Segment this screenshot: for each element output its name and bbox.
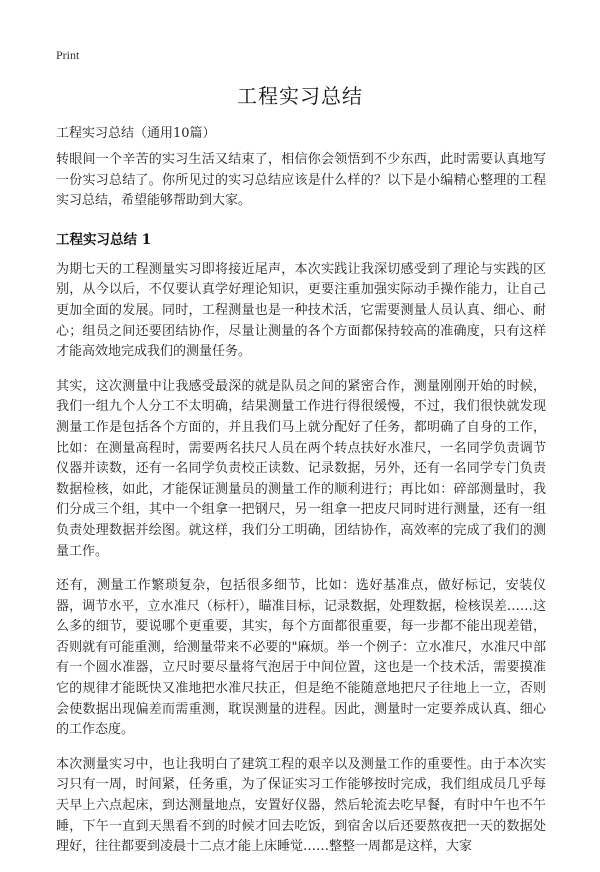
body-paragraph: 还有，测量工作繁琐复杂，包括很多细节，比如：选好基准点，做好标记，安装仪器，调节水平，立水准尺（标杆），瞄准目标，记录数据，处理数据，检核误差……这么多的细节，要说哪个更重要，其实，每个方面都很重要，每一步都不能出现差错，否则就有可能重测，给测量带来不必要的"麻烦。举一个例子：立水准尺，水准尺中部有一个圆水准器，立尺时要尽量将气泡居于中间位置，这也是一个技术活，需要摸准它的规律才能既快又准地把水准尺扶正，但是绝不能随意地把尺子往地上一立，否则会使数据出现偏差而需重测，耽误测量的进程。因此，测量时一定要养成认真、细心的工作态度。 (56, 578, 546, 738)
page-title: 工程实习总结 (237, 84, 363, 108)
section-heading: 工程实习总结 1 (56, 231, 152, 248)
body-paragraph: 其实，这次测量中让我感受最深的就是队员之间的紧密合作，测量刚刚开始的时候，我们一组九个人分工不太明确，结果测量工作进行得很缓慢，不过，我们很快就发现测量工作是包括各个方面的，并且我们马上就分配好了任务，都明确了自身的工作，比如：在测量高程时，需要两名扶尺人员在两个转点扶好水准尺，一名同学负责调节仪器并读数，还有一名同学负责校正读数、记录数据，另外，还有一名同学专门负责数据检核，如此，才能保证测量员的测量工作的顺利进行；再比如：碎部测量时，我们分成三个组，其中一个组拿一把钢尺，另一组拿一把皮尺同时进行测量，还有一组负责处理数据并绘图。就这样，我们分工明确，团结协作，高效率的完成了我们的测量工作。 (56, 378, 546, 559)
body-paragraph: 为期七天的工程测量实习即将接近尾声，本次实践让我深切感受到了理论与实践的区别，从今以后，不仅要认真学好理论知识，更要注重加强实际动手操作能力，让自己更加全面的发展。同时，工程测量也是一种技术活，它需要测量人员认真、细心、耐心；组员之间还要团结协作，尽量让测量的各个方面都保持较高的准确度，只有这样才能高效地完成我们的测量任务。 (56, 261, 546, 360)
document-subtitle: 工程实习总结（通用10篇） (56, 126, 216, 141)
document-body (56, 150, 546, 872)
intro-paragraph: 转眼间一个辛苦的实习生活又结束了，相信你会领悟到不少东西，此时需要认真地写一份实习总结了。你所见过的实习总结应该是什么样的？以下是小编精心整理的工程实习总结，希望能够帮助到大家。 (56, 152, 546, 209)
body-paragraph: 本次测量实习中，也让我明白了建筑工程的艰辛以及测量工作的重要性。由于本次实习只有一周，时间紧，任务重，为了保证实习工作能够按时完成，我们组成员几乎每天早上六点起床，到达测量地点，安置好仪器，然后轮流去吃早餐，有时中午也不午睡，下午一直到天黑看不到的时候才回去吃饭，到宿舍以后还要熬夜把一天的数据处理好，往往都要到凌晨十二点才能上床睡觉……整整一周都是这样，大家 (56, 756, 546, 855)
print-label[interactable]: Print (56, 48, 80, 62)
